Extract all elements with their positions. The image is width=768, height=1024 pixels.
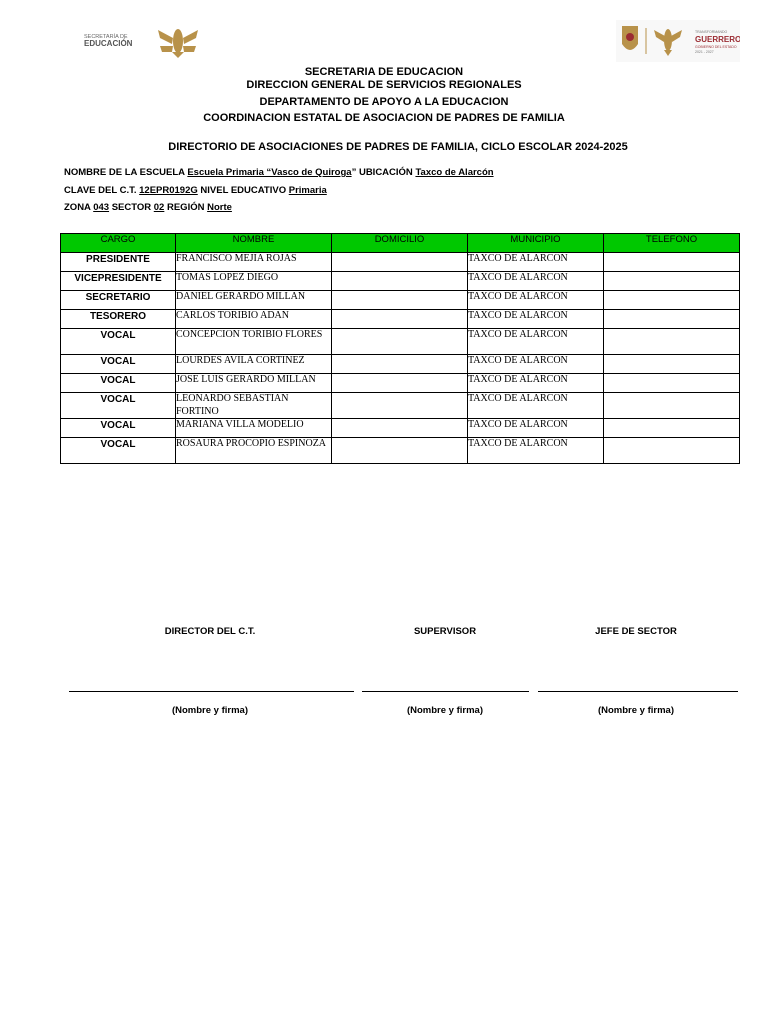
- cell-domicilio: [332, 393, 468, 419]
- cell-municipio: TAXCO DE ALARCON: [468, 310, 604, 329]
- cell-telefono: [604, 393, 740, 419]
- gobierno-guerrero-logo: [616, 20, 740, 62]
- cell-telefono: [604, 329, 740, 355]
- header-line-4: COORDINACION ESTATAL DE ASOCIACION DE PADRES DE FAMILIA: [203, 112, 565, 124]
- table-row: [61, 438, 740, 464]
- sector-value: 02: [153, 202, 165, 213]
- supervisor-signature-title: SUPERVISOR: [413, 626, 477, 637]
- cell-cargo: VOCAL: [61, 393, 176, 419]
- cell-cargo: TESORERO: [61, 310, 176, 329]
- cell-telefono: [604, 310, 740, 329]
- supervisor-signature-line: [362, 691, 529, 692]
- cell-domicilio: [332, 374, 468, 393]
- cell-municipio: TAXCO DE ALARCON: [468, 374, 604, 393]
- logo-left-text-top: SECRETARÍA DE: [84, 34, 128, 40]
- director-signature-title: DIRECTOR DEL C.T.: [164, 626, 256, 637]
- cell-telefono: [604, 438, 740, 464]
- header-cargo: CARGO: [61, 234, 176, 253]
- sector-label: SECTOR: [109, 202, 154, 213]
- level-value: Primaria: [288, 185, 327, 196]
- cell-cargo: VOCAL: [61, 329, 176, 355]
- table-header-row: [61, 234, 740, 253]
- cell-domicilio: [332, 253, 468, 272]
- logo-right-text-3: GOBIERNO DEL ESTADO: [695, 45, 737, 49]
- cell-domicilio: [332, 438, 468, 464]
- school-name-label: NOMBRE DE LA ESCUELA: [64, 167, 188, 178]
- cell-domicilio: [332, 419, 468, 438]
- table-row: [61, 374, 740, 393]
- document-title: DIRECTORIO DE ASOCIACIONES DE PADRES DE FAMILIA, CICLO ESCOLAR 2024-2025: [168, 141, 628, 153]
- directory-table: [60, 233, 740, 464]
- logo-right-text-4: 2021 - 2027: [695, 50, 714, 54]
- region-label: REGIÓN: [164, 202, 208, 213]
- table-row: [61, 253, 740, 272]
- cell-telefono: [604, 253, 740, 272]
- director-name-signature-caption: (Nombre y firma): [171, 705, 248, 716]
- school-key-line: [64, 185, 327, 196]
- cell-domicilio: [332, 291, 468, 310]
- cell-domicilio: [332, 355, 468, 374]
- cell-municipio: TAXCO DE ALARCON: [468, 438, 604, 464]
- cell-telefono: [604, 419, 740, 438]
- table-row: [61, 355, 740, 374]
- director-signature-line: [69, 691, 354, 692]
- table-row: [61, 310, 740, 329]
- jefe-signature-title: JEFE DE SECTOR: [595, 626, 677, 637]
- zone-line: [64, 202, 232, 213]
- header-domicilio: DOMICILIO: [332, 234, 468, 253]
- cell-cargo: PRESIDENTE: [61, 253, 176, 272]
- cell-municipio: TAXCO DE ALARCON: [468, 393, 604, 419]
- secretaria-educacion-logo: [80, 24, 202, 60]
- level-label: NIVEL EDUCATIVO: [197, 185, 289, 196]
- cell-nombre: LOURDES AVILA CORTINEZ: [176, 355, 332, 374]
- header-line-2: DIRECCION GENERAL DE SERVICIOS REGIONALES: [246, 79, 522, 91]
- table-row: [61, 329, 740, 355]
- cell-domicilio: [332, 329, 468, 355]
- cell-nombre: TOMAS LOPEZ DIEGO: [176, 272, 332, 291]
- cell-cargo: VOCAL: [61, 419, 176, 438]
- table-row: [61, 393, 740, 419]
- table-row: [61, 291, 740, 310]
- zone-value: 043: [93, 202, 110, 213]
- cell-nombre: MARIANA VILLA MODELIO: [176, 419, 332, 438]
- jefe-name-signature-caption: (Nombre y firma): [597, 705, 674, 716]
- location-label: ” UBICACIÓN: [351, 167, 416, 178]
- cell-municipio: TAXCO DE ALARCON: [468, 253, 604, 272]
- school-name-value: Escuela Primaria “Vasco de Quiroga: [187, 167, 352, 178]
- cell-municipio: TAXCO DE ALARCON: [468, 272, 604, 291]
- cell-nombre: CONCEPCION TORIBIO FLORES: [176, 329, 332, 355]
- cell-domicilio: [332, 310, 468, 329]
- cell-nombre: FRANCISCO MEJIA ROJAS: [176, 253, 332, 272]
- cell-cargo: VICEPRESIDENTE: [61, 272, 176, 291]
- cell-nombre: LEONARDO SEBASTIAN FORTINO: [176, 393, 332, 419]
- table-row: [61, 272, 740, 291]
- logo-right-text-1: TRANSFORMANDO: [695, 30, 728, 34]
- region-value: Norte: [207, 202, 232, 213]
- header-nombre: NOMBRE: [176, 234, 332, 253]
- cell-telefono: [604, 374, 740, 393]
- school-name-line: [64, 167, 494, 178]
- cell-municipio: TAXCO DE ALARCON: [468, 355, 604, 374]
- jefe-signature-line: [538, 691, 738, 692]
- logo-right-text-2: GUERRERO: [695, 35, 740, 44]
- logo-left-text-bottom: EDUCACIÓN: [84, 39, 133, 48]
- zone-label: ZONA: [64, 202, 94, 213]
- cell-cargo: VOCAL: [61, 374, 176, 393]
- ct-key-value: 12EPR0192G: [139, 185, 198, 196]
- cell-nombre: DANIEL GERARDO MILLAN: [176, 291, 332, 310]
- cell-municipio: TAXCO DE ALARCON: [468, 291, 604, 310]
- header-line-3: DEPARTAMENTO DE APOYO A LA EDUCACION: [259, 96, 509, 108]
- supervisor-name-signature-caption: (Nombre y firma): [406, 705, 483, 716]
- cell-cargo: VOCAL: [61, 438, 176, 464]
- coat-of-arms-icon: [622, 26, 638, 50]
- eagle-emblem-icon: [158, 29, 198, 58]
- cell-cargo: VOCAL: [61, 355, 176, 374]
- cell-municipio: TAXCO DE ALARCON: [468, 329, 604, 355]
- header-telefono: TELEFONO: [604, 234, 740, 253]
- cell-municipio: TAXCO DE ALARCON: [468, 419, 604, 438]
- cell-telefono: [604, 355, 740, 374]
- cell-telefono: [604, 291, 740, 310]
- cell-nombre: ROSAURA PROCOPIO ESPINOZA: [176, 438, 332, 464]
- cell-domicilio: [332, 272, 468, 291]
- cell-nombre: CARLOS TORIBIO ADAN: [176, 310, 332, 329]
- ct-key-label: CLAVE DEL C.T.: [64, 185, 140, 196]
- cell-cargo: SECRETARIO: [61, 291, 176, 310]
- cell-nombre: JOSE LUIS GERARDO MILLAN: [176, 374, 332, 393]
- cell-telefono: [604, 272, 740, 291]
- location-value: Taxco de Alarcón: [415, 167, 494, 178]
- header-line-1: SECRETARIA DE EDUCACION: [304, 66, 464, 78]
- table-row: [61, 419, 740, 438]
- header-municipio: MUNICIPIO: [468, 234, 604, 253]
